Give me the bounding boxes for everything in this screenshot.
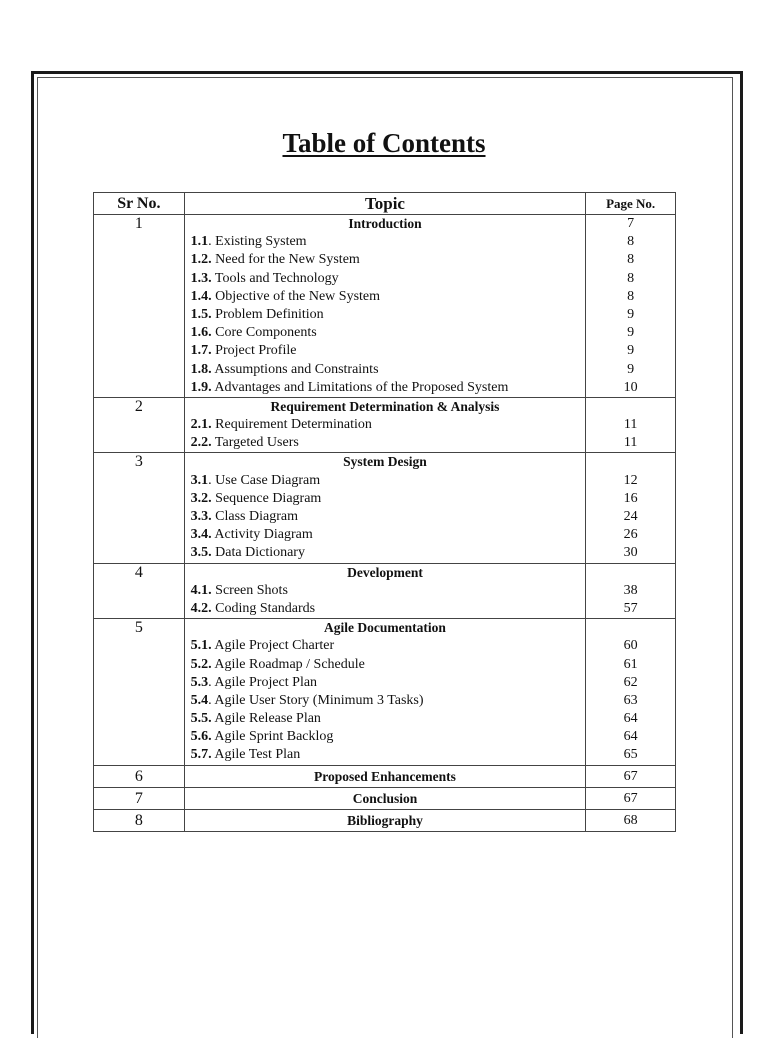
toc-entry-number: 4.2. (190, 600, 212, 616)
toc-entry[interactable] (185, 342, 586, 360)
toc-entry[interactable] (185, 692, 586, 710)
toc-entry-page: 24 (623, 509, 638, 524)
section-heading[interactable]: Bibliography (184, 809, 586, 831)
toc-entry[interactable] (185, 508, 586, 526)
section-number: 8 (94, 809, 185, 831)
section-number: 7 (94, 787, 185, 809)
section-pages (586, 619, 676, 766)
toc-entry[interactable] (185, 728, 586, 746)
toc-entry[interactable] (185, 324, 586, 342)
section-topics (184, 619, 586, 766)
toc-entry-title: Problem Definition (211, 306, 324, 322)
toc-entry[interactable] (185, 306, 586, 324)
toc-entry-page: 9 (627, 343, 635, 359)
toc-entry-title: Coding Standards (211, 600, 316, 616)
toc-entry[interactable] (185, 674, 586, 692)
toc-entry[interactable] (185, 582, 586, 600)
toc-entry-page: 8 (627, 252, 635, 268)
toc-entry-number: 5.2. (190, 656, 212, 672)
toc-entry-page: 26 (623, 527, 638, 543)
toc-entry-page: 8 (627, 234, 635, 250)
toc-entry-number: 1.5. (190, 306, 212, 322)
toc-entry-number: 5.1. (190, 638, 212, 654)
section-topics (184, 453, 586, 563)
section-heading[interactable]: Development (347, 564, 423, 580)
contents-table (93, 192, 676, 832)
toc-entry-title: Requirement Determination (211, 417, 372, 433)
section-heading-page (586, 564, 675, 582)
section-pages (586, 397, 676, 453)
toc-entry-number: 1.8. (190, 361, 212, 377)
toc-entry-title: Agile Test Plan (211, 747, 301, 763)
section-page: 67 (586, 765, 676, 787)
toc-entry-title: Screen Shots (211, 582, 288, 598)
toc-entry[interactable] (185, 526, 586, 544)
toc-entry[interactable] (185, 270, 586, 288)
section-heading[interactable]: Requirement Determination & Analysis (270, 398, 500, 414)
section-topics (184, 215, 586, 398)
section-row (94, 215, 676, 398)
toc-entry-page: 9 (627, 361, 635, 377)
toc-entry-number: 3.4. (190, 527, 212, 543)
section-heading[interactable]: Introduction (348, 216, 422, 231)
toc-entry[interactable] (185, 544, 586, 562)
section-heading-page: 7 (627, 216, 635, 231)
toc-entry-title: Project Profile (211, 343, 297, 359)
toc-entry-number: 1.4. (190, 288, 212, 304)
section-pages (586, 215, 676, 398)
section-heading[interactable]: System Design (343, 454, 427, 470)
toc-entry-page: 16 (623, 490, 638, 506)
toc-entry-page: 62 (623, 674, 638, 690)
section-pages (586, 453, 676, 563)
toc-entry-number: 5.7. (190, 747, 212, 763)
section-number: 1 (94, 215, 185, 398)
section-row (94, 787, 676, 809)
toc-entry-title: Agile Sprint Backlog (211, 729, 334, 745)
section-topics (184, 563, 586, 619)
section-heading[interactable]: Agile Documentation (324, 620, 446, 636)
toc-entry[interactable] (185, 490, 586, 508)
toc-entry-page: 9 (627, 325, 635, 341)
section-heading-page (586, 398, 675, 416)
section-number: 4 (94, 563, 185, 619)
toc-entry[interactable] (185, 416, 586, 434)
toc-entry-title: . Agile User Story (Minimum 3 Tasks) (208, 692, 424, 708)
toc-entry[interactable] (185, 656, 586, 674)
toc-entry-title: . Existing System (208, 234, 307, 250)
section-topics (184, 397, 586, 453)
toc-entry-page: 65 (623, 747, 638, 763)
toc-entry[interactable] (185, 233, 586, 251)
toc-entry-number: 1.3. (190, 270, 212, 286)
toc-entry-title: . Agile Project Plan (208, 674, 318, 690)
toc-entry[interactable] (185, 637, 586, 655)
toc-entry[interactable] (185, 434, 586, 452)
section-page: 67 (586, 787, 676, 809)
toc-entry-page: 12 (623, 472, 638, 488)
toc-entry-page: 63 (623, 692, 638, 708)
toc-entry[interactable] (185, 288, 586, 306)
toc-entry-page: 60 (623, 638, 638, 654)
toc-entry-title: Sequence Diagram (211, 490, 322, 506)
toc-entry[interactable] (185, 710, 586, 728)
toc-entry-page: 9 (627, 306, 635, 322)
section-row (94, 453, 676, 563)
toc-entry-number: 3.5. (190, 545, 212, 561)
toc-entry-title: Objective of the New System (211, 288, 381, 304)
section-pages (586, 563, 676, 619)
toc-entry-number: 1.9. (190, 379, 212, 395)
section-row (94, 765, 676, 787)
toc-entry-title: Assumptions and Constraints (211, 361, 379, 377)
toc-entry[interactable] (185, 379, 586, 397)
section-row (94, 619, 676, 766)
toc-entry-page: 10 (623, 379, 638, 395)
toc-entry-title: Tools and Technology (211, 270, 339, 286)
toc-entry-title: Advantages and Limitations of the Proposed System (211, 379, 509, 395)
section-number: 6 (94, 765, 185, 787)
toc-entry-title: Core Components (211, 325, 317, 341)
section-row (94, 809, 676, 831)
section-heading-page (586, 619, 675, 637)
toc-entry-title: Data Dictionary (211, 545, 305, 561)
toc-entry-page: 38 (623, 582, 638, 598)
toc-entry-number: 4.1. (190, 582, 212, 598)
toc-entry-page: 64 (623, 729, 638, 745)
toc-entry-number: 1.2. (190, 252, 212, 268)
toc-entry-title: Activity Diagram (211, 527, 313, 543)
toc-entry-number: 1.1 (190, 234, 209, 250)
toc-entry-page: 11 (623, 435, 638, 451)
section-number: 3 (94, 453, 185, 563)
toc-entry[interactable] (185, 472, 586, 490)
toc-entry-title: Agile Release Plan (211, 711, 321, 727)
toc-entry[interactable] (185, 746, 586, 764)
toc-entry-number: 5.4 (190, 692, 209, 708)
toc-entry-number: 1.7. (190, 343, 212, 359)
toc-entry-page: 30 (623, 545, 638, 561)
toc-entry-page: 61 (623, 656, 638, 672)
toc-entry-number: 3.2. (190, 490, 212, 506)
header-sr-no: Sr No. (94, 193, 185, 215)
toc-entry-number: 3.3. (190, 509, 212, 524)
section-row (94, 397, 676, 453)
section-heading-page (586, 453, 675, 471)
toc-entry-number: 2.2. (190, 435, 212, 451)
toc-entry-number: 5.6. (190, 729, 212, 745)
toc-entry-page: 8 (627, 288, 635, 304)
section-heading[interactable]: Conclusion (184, 787, 586, 809)
toc-entry-title: Need for the New System (211, 252, 360, 268)
toc-entry-page: 64 (623, 711, 638, 727)
section-heading[interactable]: Proposed Enhancements (184, 765, 586, 787)
toc-entry-page: 57 (623, 600, 638, 616)
toc-entry[interactable] (185, 361, 586, 379)
toc-entry-page: 11 (623, 417, 638, 433)
toc-entry-number: 2.1. (190, 417, 212, 433)
toc-entry[interactable] (185, 600, 586, 618)
toc-entry-title: Agile Project Charter (211, 638, 335, 654)
toc-entry[interactable] (185, 251, 586, 269)
table-body (94, 215, 676, 832)
toc-entry-number: 1.6. (190, 325, 212, 341)
toc-entry-title: Agile Roadmap / Schedule (211, 656, 365, 672)
toc-entry-title: . Use Case Diagram (208, 472, 321, 488)
toc-entry-title: Class Diagram (211, 509, 298, 524)
section-page: 68 (586, 809, 676, 831)
toc-entry-number: 5.3 (190, 674, 209, 690)
toc-entry-number: 5.5. (190, 711, 212, 727)
toc-entry-title: Targeted Users (211, 435, 299, 451)
page-title: Table of Contents (282, 128, 486, 158)
header-page-no: Page No. (586, 193, 676, 215)
header-topic: Topic (184, 193, 586, 215)
section-number: 2 (94, 397, 185, 453)
section-number: 5 (94, 619, 185, 766)
table-header-row (94, 193, 676, 215)
toc-entry-page: 8 (627, 270, 635, 286)
toc-entry-number: 3.1 (190, 472, 209, 488)
section-row (94, 563, 676, 619)
